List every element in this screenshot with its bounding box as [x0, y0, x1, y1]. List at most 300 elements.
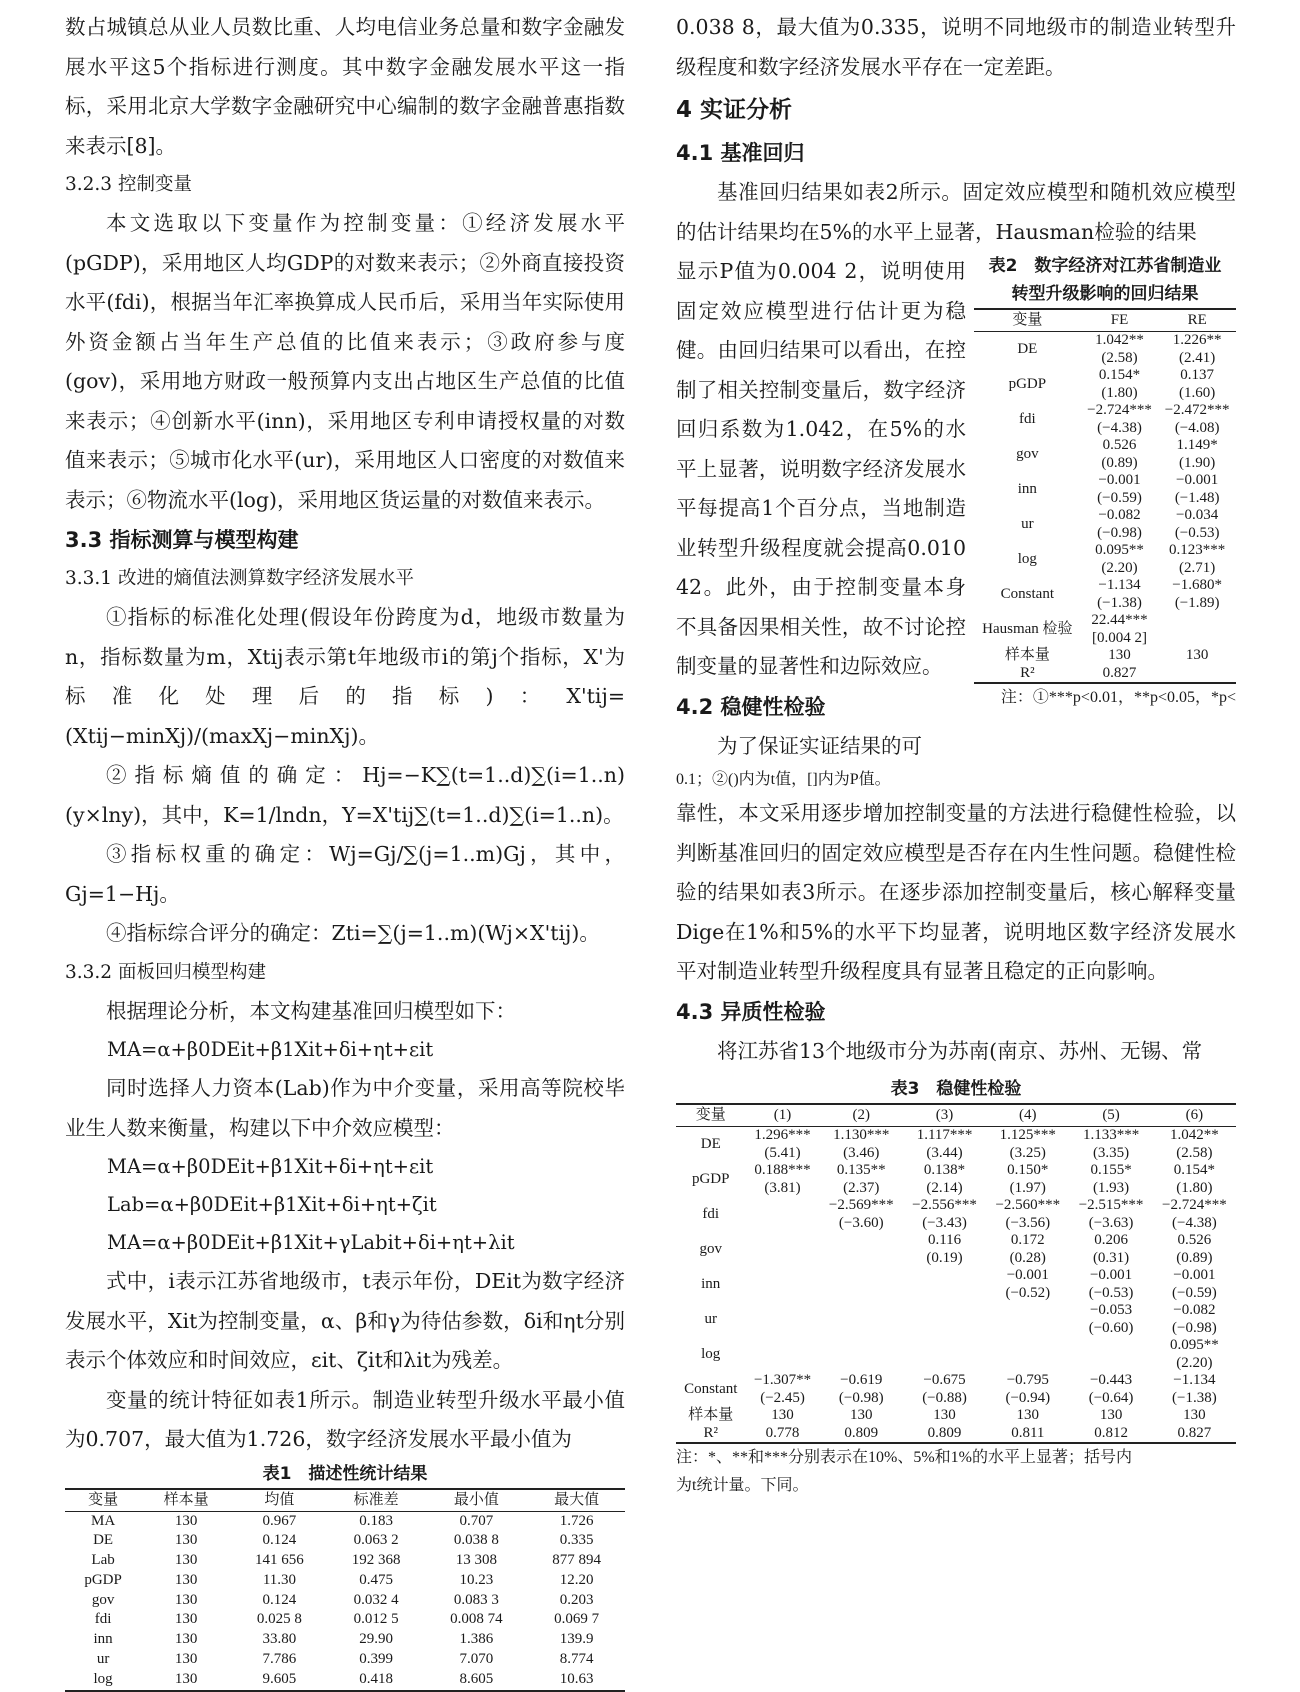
- table-coef-cell: 1.149*: [1176, 437, 1218, 453]
- paragraph-4-1-b: 显示P值为0.004 2，说明使用固定效应模型进行估计更为稳健。由回归结果可以看出，在控制了相关控制变量后，数字经济回归系数为1.042，在5%的水平上显著，说明数字经济发展水平每提高1个百分点，当地制造业转型升级程度就会提高0.010 42。此外，由于控制变量本身不具备因果相关性，故不讨论控制变量的显著性和边际效应。: [676, 259, 966, 678]
- table-coef-cell: 0.172: [1010, 1232, 1045, 1248]
- heading-3-3: 3.3 指标测算与模型构建: [65, 528, 299, 552]
- table-cell: 130: [174, 1591, 198, 1608]
- table-cell: 29.90: [359, 1631, 394, 1648]
- table-stat-cell: (3.44): [926, 1144, 963, 1161]
- table-stat-cell: (−2.45): [760, 1389, 805, 1406]
- table-row: [676, 1250, 1236, 1268]
- table-row: [676, 1180, 1236, 1198]
- table-stat-cell: [0.004 2]: [1092, 629, 1147, 646]
- table-row: [65, 1610, 625, 1630]
- table-stat-cell: (−4.38): [1097, 419, 1142, 436]
- table-cell: 877 894: [552, 1552, 601, 1569]
- table-cell: 0.967: [262, 1512, 297, 1529]
- table-cell: [1158, 665, 1236, 684]
- table-stat-cell: (−4.08): [1174, 419, 1220, 436]
- formula-mediation-1: MA=α+β0DEit+β1Xit+δi+ηt+εit: [107, 1155, 434, 1178]
- table1-caption: 表1 描述性统计结果: [262, 1463, 428, 1484]
- table-coef-cell: [903, 1267, 986, 1285]
- table-coef-cell: [820, 1337, 903, 1355]
- table-stat-cell: (3.25): [1009, 1144, 1046, 1161]
- table-stat-cell: (−0.59): [1097, 489, 1142, 506]
- table-cell: 130: [1108, 647, 1131, 663]
- table-coef-cell: [745, 1302, 819, 1320]
- table-coef-cell: 1.125***: [999, 1127, 1056, 1143]
- table-cell: 0.335: [559, 1532, 594, 1549]
- table-var-cell: fdi: [702, 1205, 720, 1222]
- table-coef-cell: −0.001: [1176, 472, 1219, 488]
- table-stat-cell: (−0.98): [1172, 1319, 1217, 1336]
- table2-note-line1: 注：①***p<0.01，**p<0.05，*p<: [1000, 689, 1236, 706]
- paragraph-intro: 数占城镇总从业人员数比重、人均电信业务总量和数字金融发展水平这5个指标进行测度。其中数字金融发展水平这一指标，采用北京大学数字金融研究中心编制的数字金融普惠指数来表示[8]。: [65, 15, 625, 158]
- table-stat-cell: (−0.53): [1174, 524, 1220, 541]
- table-stat-cell: (−1.38): [1172, 1389, 1217, 1406]
- table-row: [676, 1162, 1236, 1180]
- table-stat-cell: (0.89): [1101, 454, 1138, 471]
- table-coef-cell: −1.307**: [753, 1372, 812, 1388]
- table-var-cell: DE: [1017, 340, 1038, 357]
- table-var-cell: gov: [1016, 445, 1039, 462]
- table1-header-cell: 最小值: [425, 1489, 529, 1512]
- table-stat-cell: (−1.89): [1174, 594, 1220, 611]
- table-cell: 9.605: [231, 1670, 328, 1691]
- table-cell: Lab: [91, 1552, 115, 1569]
- table-coef-cell: 0.095**: [1095, 542, 1144, 558]
- table-var-cell: DE: [700, 1135, 721, 1152]
- table-coef-cell: −1.680*: [1172, 577, 1223, 593]
- table-stat-cell: (2.58): [1101, 349, 1138, 366]
- table-cell: MA: [90, 1512, 116, 1529]
- table-coef-cell: 0.526: [1102, 437, 1137, 453]
- table-stat-cell: (1.90): [1179, 454, 1216, 471]
- table-coef-cell: [1069, 1337, 1152, 1355]
- table-stat-cell: (−0.88): [922, 1389, 967, 1406]
- table-cell: R²: [974, 665, 1081, 684]
- table-stat-cell: (−0.98): [838, 1389, 884, 1406]
- formula-baseline: MA=α+β0DEit+β1Xit+δi+ηt+εit: [107, 1038, 434, 1061]
- table-cell: pGDP: [84, 1571, 122, 1588]
- table-row: [65, 1591, 625, 1611]
- table1-header-cell: 标准差: [328, 1489, 425, 1512]
- table-coef-cell: 22.44***: [1091, 612, 1148, 628]
- table-stat-cell: [820, 1250, 903, 1268]
- table-coef-cell: 0.135**: [836, 1162, 886, 1178]
- table-cell: 130: [850, 1407, 873, 1423]
- table-cell: 0.475: [359, 1571, 394, 1588]
- table3-note-line2: 为t统计量。下同。: [676, 1477, 809, 1494]
- paragraph-4-2-a: 为了保证实证结果的可: [717, 733, 922, 758]
- table-row: [676, 1407, 1236, 1425]
- table-cell: 130: [174, 1571, 198, 1588]
- table-stat-cell: (1.80): [1176, 1179, 1213, 1196]
- table3-header-cell: (3): [903, 1104, 986, 1127]
- table-row: [676, 1425, 1236, 1444]
- table-stat-cell: [986, 1355, 1069, 1373]
- table-row: [676, 1232, 1236, 1250]
- paragraph-4-1-a: 基准回归结果如表2所示。固定效应模型和随机效应模型的估计结果均在5%的水平上显著，Hausman检验的结果: [676, 180, 1236, 244]
- table-coef-cell: −0.001: [1006, 1267, 1049, 1283]
- table1-header-cell: 均值: [231, 1489, 328, 1512]
- table-cell: 11.30: [262, 1571, 297, 1588]
- table-coef-cell: −2.560***: [995, 1197, 1061, 1213]
- heading-4: 4 实证分析: [676, 97, 793, 123]
- table-stat-cell: [1158, 630, 1236, 648]
- table-cell: 8.774: [559, 1651, 594, 1668]
- table-cell: 7.786: [262, 1651, 297, 1668]
- table-var-cell: pGDP: [691, 1170, 730, 1187]
- table-stat-cell: (3.81): [764, 1179, 801, 1196]
- table-coef-cell: 0.206: [1094, 1232, 1128, 1248]
- table-stat-cell: (−3.43): [922, 1214, 967, 1231]
- table-row: [676, 1127, 1236, 1145]
- table-cell: 130: [1183, 1407, 1206, 1423]
- table-stat-cell: (2.58): [1176, 1144, 1213, 1161]
- table-row: [676, 1302, 1236, 1320]
- table-cell: 8.605: [425, 1670, 529, 1691]
- heading-3-3-2: 3.3.2 面板回归模型构建: [65, 961, 266, 983]
- table-row: [676, 1267, 1236, 1285]
- table-cell: 0.083 3: [453, 1591, 499, 1608]
- table-cell: 0.008 74: [450, 1611, 503, 1628]
- table-cell: 0.012 5: [353, 1611, 399, 1628]
- table-row: [65, 1670, 625, 1691]
- table-coef-cell: 1.117***: [916, 1127, 973, 1143]
- table-stat-cell: (0.89): [1176, 1249, 1213, 1266]
- table1-header-cell: 最大值: [528, 1489, 625, 1512]
- table-var-cell: ur: [1021, 515, 1034, 532]
- table-coef-cell: −0.001: [1089, 1267, 1133, 1283]
- table-coef-cell: −1.134: [1173, 1372, 1216, 1388]
- heading-4-3: 4.3 异质性检验: [676, 999, 826, 1024]
- table-coef-cell: [745, 1232, 819, 1250]
- table-cell: 1.386: [459, 1631, 494, 1648]
- table-row: [676, 1215, 1236, 1233]
- table-coef-cell: [1158, 612, 1236, 630]
- table-coef-cell: −0.001: [1098, 472, 1141, 488]
- table-cell: gov: [91, 1591, 115, 1608]
- table-var-cell: fdi: [1019, 410, 1036, 427]
- table2-block: [974, 252, 1236, 712]
- table-coef-cell: 1.042**: [1169, 1127, 1219, 1143]
- table1-header-cell: 变量: [65, 1489, 141, 1512]
- table-cell: 130: [174, 1512, 198, 1529]
- table-coef-cell: −0.034: [1176, 507, 1219, 523]
- table-coef-cell: [820, 1232, 903, 1250]
- table-stat-cell: (2.20): [1176, 1354, 1213, 1371]
- table-cell: 7.070: [459, 1651, 494, 1668]
- table-coef-cell: −2.569***: [828, 1197, 894, 1213]
- table-cell: 192 368: [351, 1552, 401, 1569]
- table-var-cell: Constant: [684, 1380, 738, 1397]
- table-stat-cell: [1069, 1355, 1152, 1373]
- table-cell: 130: [174, 1532, 198, 1549]
- table-row: [974, 612, 1236, 630]
- table-stat-cell: [745, 1320, 819, 1338]
- table-coef-cell: 0.526: [1177, 1232, 1212, 1248]
- table-cell: 0.811: [986, 1425, 1069, 1444]
- paragraph-model-intro: 根据理论分析，本文构建基准回归模型如下：: [106, 998, 516, 1023]
- paragraph-mediator: 同时选择人力资本(Lab)作为中介变量，采用高等院校毕业生人数来衡量，构建以下中介效应模型：: [65, 1076, 625, 1140]
- table-cell: 0.063 2: [353, 1532, 399, 1549]
- table-stat-cell: [745, 1285, 819, 1303]
- table-row: [974, 402, 1236, 420]
- table-cell: DE: [93, 1532, 114, 1549]
- table-cell: 0.069 7: [554, 1611, 600, 1628]
- table-var-cell: Constant: [1000, 585, 1054, 602]
- heading-3-2-3: 3.2.3 控制变量: [65, 174, 192, 195]
- table-cell: 10.63: [528, 1670, 625, 1691]
- table-row: [974, 542, 1236, 560]
- table-row: [974, 665, 1236, 684]
- paragraph-step4: ④指标综合评分的确定：Zti=∑(j=1..m)(Wj×X'tij)。: [106, 921, 600, 945]
- table-cell: R²: [676, 1425, 745, 1444]
- table-cell: 130: [174, 1552, 198, 1569]
- table-row: [65, 1511, 625, 1531]
- table-stat-cell: (−4.38): [1172, 1214, 1217, 1231]
- table-coef-cell: [986, 1302, 1069, 1320]
- paragraph-4-3: 将江苏省13个地级市分为苏南(南京、苏州、无锡、常: [717, 1038, 1203, 1063]
- table-stat-cell: (1.80): [1101, 384, 1138, 401]
- table-var-cell: gov: [699, 1240, 722, 1257]
- table-stat-cell: (−3.56): [1005, 1214, 1051, 1231]
- table-row: [65, 1531, 625, 1551]
- table-coef-cell: 0.188***: [754, 1162, 811, 1178]
- table2-header-cell: FE: [1081, 309, 1159, 332]
- table-row: [676, 1145, 1236, 1163]
- table-cell: 0.399: [359, 1651, 394, 1668]
- table2-caption-line1: 表2 数字经济对江苏省制造业: [988, 256, 1222, 276]
- table-coef-cell: −2.472***: [1164, 402, 1230, 418]
- table-stat-cell: (5.41): [764, 1144, 801, 1161]
- table-coef-cell: 0.116: [927, 1232, 962, 1248]
- table-coef-cell: −2.515***: [1078, 1197, 1144, 1213]
- table-coef-cell: 1.296***: [754, 1127, 811, 1143]
- right-column: [676, 8, 1236, 1500]
- table-coef-cell: [903, 1302, 986, 1320]
- table-cell: 33.80: [262, 1631, 297, 1648]
- table-cell: 130: [1016, 1407, 1040, 1423]
- table3-header-cell: (1): [745, 1104, 819, 1127]
- table-cell: 0.038 8: [453, 1532, 499, 1549]
- table-stat-cell: (−3.63): [1088, 1214, 1134, 1231]
- table-var-cell: inn: [1017, 480, 1037, 497]
- table-coef-cell: −0.675: [923, 1372, 966, 1388]
- table-cell: 12.20: [559, 1571, 594, 1588]
- heading-4-2: 4.2 稳健性检验: [676, 694, 826, 719]
- table-coef-cell: −2.724***: [1087, 402, 1152, 418]
- table-coef-cell: −0.619: [840, 1372, 883, 1388]
- table-coef-cell: 0.154*: [1098, 367, 1141, 383]
- table-coef-cell: 0.155*: [1090, 1162, 1132, 1178]
- paragraph-step1: ①指标的标准化处理(假设年份跨度为d，地级市数量为n，指标数量为m，Xtij表示第t年地级市i的第j个指标，X'为标准化处理后的指标)：X'tij=(Xtij−minXj)/(maxXj−minXj)。: [65, 605, 625, 748]
- table-cell: fdi: [94, 1611, 112, 1628]
- table-cell: 0.124: [262, 1591, 297, 1608]
- table-cell: 0.032 4: [353, 1591, 399, 1608]
- table-cell: 0.418: [328, 1670, 425, 1691]
- paragraph-continued: 0.038 8，最大值为0.335，说明不同地级市的制造业转型升级程度和数字经济发展水平存在一定差距。: [676, 15, 1236, 79]
- table3-header-cell: (4): [986, 1104, 1069, 1127]
- table-row: [676, 1390, 1236, 1408]
- table-cell: 130: [1099, 1407, 1123, 1423]
- table-row: [974, 472, 1236, 490]
- table-cell: 0.809: [820, 1425, 903, 1444]
- table-cell: ur: [96, 1651, 110, 1668]
- table-stat-cell: (1.60): [1179, 384, 1216, 401]
- paragraph-controls: 本文选取以下变量作为控制变量：①经济发展水平(pGDP)，采用地区人均GDP的对数来表示；②外商直接投资水平(fdi)，根据当年汇率换算成人民币后，采用当年实际使用外资金额占当年生产总值的比值来表示；③政府参与度(gov)，采用地方财政一般预算内支出占地区生产总值的比值来表示；④创新水平(inn)，采用地区专利申请授权量的对数值来表示；⑤城市化水平(ur)，采用地区人口密度的对数值来表示；⑥物流水平(log)，采用地区货运量的对数值来表示。: [65, 211, 625, 512]
- table-stat-cell: (0.28): [1009, 1249, 1046, 1266]
- table-cell: 130: [174, 1651, 198, 1668]
- table-stat-cell: [820, 1320, 903, 1338]
- table-row: [974, 437, 1236, 455]
- table-coef-cell: −2.724***: [1161, 1197, 1227, 1213]
- formula-mediation-3: MA=α+β0DEit+β1Xit+γLabit+δi+ηt+λit: [107, 1231, 515, 1254]
- table-var-cell: Hausman 检验: [982, 620, 1073, 637]
- table-stat-cell: [745, 1355, 819, 1373]
- table-cell: 0.124: [262, 1532, 297, 1549]
- table-cell: 130: [933, 1407, 956, 1423]
- table2-caption-line2: 转型升级影响的回归结果: [1011, 284, 1199, 304]
- table-stat-cell: (−0.52): [1005, 1284, 1051, 1301]
- table-coef-cell: −1.134: [1098, 577, 1141, 593]
- table-coef-cell: 1.226**: [1172, 332, 1222, 348]
- table-coef-cell: −2.556***: [912, 1197, 977, 1213]
- table2-regression: [974, 308, 1236, 684]
- table-coef-cell: 1.133***: [1082, 1127, 1140, 1143]
- table3-header-cell: (5): [1069, 1104, 1152, 1127]
- table-coef-cell: −0.082: [1098, 507, 1141, 523]
- table-coef-cell: −0.082: [1173, 1302, 1216, 1318]
- table-cell: inn: [93, 1631, 113, 1648]
- paragraph-4-2-b: 靠性，本文采用逐步增加控制变量的方法进行稳健性检验，以判断基准回归的固定效应模型是否存在内生性问题。稳健性检验的结果如表3所示。在逐步添加控制变量后，核心解释变量Dige在1%和5%的水平下均显著，说明地区数字经济发展水平对制造业转型升级程度具有显著且稳定的正向影响。: [676, 801, 1236, 983]
- table3-robustness: [676, 1103, 1236, 1444]
- paragraph-step2: ②指标熵值的确定：Hj=−K∑(t=1..d)∑(i=1..n)(y×lny)，其中，K=1/lndn，Y=X'tij∑(t=1..d)∑(i=1..n)。: [65, 763, 625, 827]
- table-cell: 0.707: [459, 1512, 494, 1529]
- table1-descriptive-stats: [65, 1488, 625, 1692]
- table-coef-cell: 1.042**: [1095, 332, 1144, 348]
- table-stat-cell: (−0.64): [1088, 1389, 1134, 1406]
- table-stat-cell: [745, 1250, 819, 1268]
- table-var-cell: pGDP: [1008, 375, 1047, 392]
- table-stat-cell: (2.37): [843, 1179, 880, 1196]
- paragraph-step3: ③指标权重的确定：Wj=Gj/∑(j=1..m)Gj，其中，Gj=1−Hj。: [65, 842, 625, 906]
- table-coef-cell: −0.795: [1006, 1372, 1049, 1388]
- table-stat-cell: (−3.60): [838, 1214, 884, 1231]
- table-cell: 0.809: [903, 1425, 986, 1444]
- table-row: [676, 1197, 1236, 1215]
- table-coef-cell: [745, 1267, 819, 1285]
- table-stat-cell: (−0.53): [1088, 1284, 1134, 1301]
- table-stat-cell: [903, 1320, 986, 1338]
- table-cell: 130: [174, 1631, 198, 1648]
- table-row: [676, 1355, 1236, 1373]
- table-row: [974, 332, 1236, 350]
- table-coef-cell: −0.001: [1173, 1267, 1216, 1283]
- table2-note-line2: 0.1；②()内为t值，[]内为P值。: [676, 771, 891, 788]
- table-stat-cell: [745, 1215, 819, 1233]
- table-cell: 0.827: [1153, 1425, 1236, 1444]
- table-cell: 10.23: [459, 1571, 494, 1588]
- table-var-cell: inn: [701, 1275, 721, 1292]
- table-row: [676, 1285, 1236, 1303]
- table-stat-cell: (−0.98): [1097, 524, 1142, 541]
- table-cell: 130: [1185, 647, 1209, 663]
- table-cell: 0.183: [359, 1512, 394, 1529]
- table2-header-cell: RE: [1158, 309, 1236, 332]
- table-stat-cell: (0.31): [1092, 1249, 1130, 1266]
- table-row: [974, 647, 1236, 665]
- table-cell: 0.203: [559, 1591, 594, 1608]
- table-coef-cell: [986, 1337, 1069, 1355]
- table-stat-cell: [903, 1285, 986, 1303]
- table-cell: 样本量: [688, 1407, 734, 1423]
- table-cell: 130: [174, 1611, 198, 1628]
- table-stat-cell: (−0.94): [1005, 1389, 1051, 1406]
- table3-header-cell: 变量: [676, 1104, 745, 1127]
- table-stat-cell: (1.93): [1092, 1179, 1130, 1196]
- table-stat-cell: [820, 1285, 903, 1303]
- table-coef-cell: 0.154*: [1173, 1162, 1215, 1178]
- table-cell: log: [65, 1670, 141, 1691]
- table-coef-cell: 0.095**: [1169, 1337, 1219, 1353]
- table-cell: 139.9: [559, 1631, 594, 1648]
- paragraph-where: 式中，i表示江苏省地级市，t表示年份，DEit为数字经济发展水平，Xit为控制变量，α、β和γ为待估参数，δi和ηt分别表示个体效应和时间效应，εit、ζit和λit为残差。: [65, 1269, 625, 1372]
- table-var-cell: log: [701, 1345, 721, 1362]
- table-stat-cell: (3.46): [843, 1144, 880, 1161]
- table-row: [974, 367, 1236, 385]
- table-row: [65, 1571, 625, 1591]
- table-stat-cell: (2.20): [1101, 559, 1138, 576]
- left-column: [65, 8, 625, 1692]
- table-stat-cell: (2.41): [1179, 349, 1216, 366]
- table-coef-cell: −0.443: [1089, 1372, 1133, 1388]
- table-cell: 样本量: [1004, 647, 1050, 663]
- formula-mediation-2: Lab=α+β0DEit+β1Xit+δi+ηt+ζit: [107, 1193, 437, 1216]
- table-row: [974, 577, 1236, 595]
- table-stat-cell: (−1.48): [1174, 489, 1220, 506]
- table-var-cell: ur: [704, 1310, 717, 1327]
- table-var-cell: log: [1017, 550, 1037, 567]
- table-coef-cell: 0.138*: [923, 1162, 966, 1178]
- table-cell: 0.827: [1081, 665, 1159, 684]
- table-cell: 13 308: [455, 1552, 497, 1569]
- paragraph-stats: 变量的统计特征如表1所示。制造业转型升级水平最小值为0.707，最大值为1.726，数字经济发展水平最小值为: [65, 1387, 625, 1451]
- table-row: [676, 1320, 1236, 1338]
- table-coef-cell: 0.137: [1180, 367, 1215, 383]
- table-stat-cell: (2.14): [926, 1179, 963, 1196]
- table-stat-cell: (0.19): [926, 1249, 963, 1266]
- table-stat-cell: (1.97): [1009, 1179, 1046, 1196]
- table-coef-cell: [820, 1302, 903, 1320]
- table-stat-cell: (2.71): [1179, 559, 1216, 576]
- table-row: [65, 1551, 625, 1571]
- table-coef-cell: [903, 1337, 986, 1355]
- table-stat-cell: (−0.60): [1088, 1319, 1134, 1336]
- table-row: [65, 1650, 625, 1670]
- table-row: [676, 1337, 1236, 1355]
- heading-4-1: 4.1 基准回归: [676, 141, 805, 165]
- table-coef-cell: 1.130***: [833, 1127, 890, 1143]
- table-cell: 0.812: [1069, 1425, 1152, 1444]
- table-cell: 0.778: [745, 1425, 819, 1444]
- table3-note-line1: 注：*、**和***分别表示在10%、5%和1%的水平上显著；括号内: [676, 1449, 1132, 1466]
- table-coef-cell: [745, 1337, 819, 1355]
- heading-3-3-1: 3.3.1 改进的熵值法测算数字经济发展水平: [65, 568, 414, 589]
- table-cell: 130: [141, 1670, 231, 1691]
- table2-header-cell: 变量: [974, 309, 1081, 332]
- table-stat-cell: [986, 1320, 1069, 1338]
- table-cell: 130: [771, 1407, 794, 1423]
- table-coef-cell: [820, 1267, 903, 1285]
